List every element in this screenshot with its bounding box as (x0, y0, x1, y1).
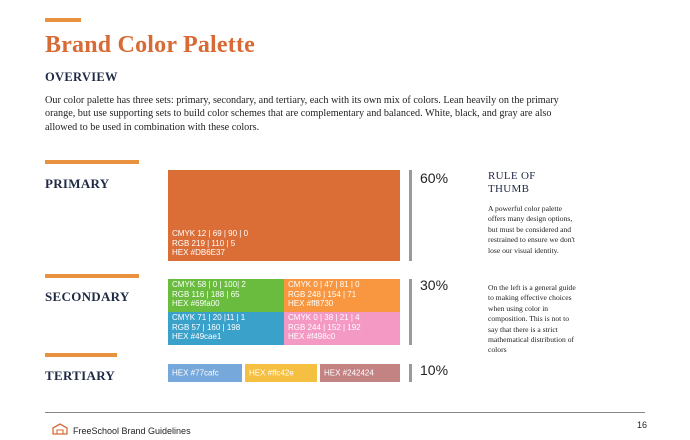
secondary-green-cmyk: CMYK 58 | 0 | 100| 2 (172, 280, 246, 290)
secondary-green-codes (172, 280, 246, 309)
title-accent-rule (45, 18, 81, 22)
rule-of-thumb-paragraph-1: A powerful color palette offers many design options, but must be considered and restrained to ensure we don't lose our visual identity. (488, 204, 575, 255)
secondary-pink-rgb: RGB 244 | 152 | 192 (288, 322, 361, 332)
secondary-weight-bar (409, 279, 412, 345)
primary-weight-bar (409, 170, 412, 261)
primary-orange-swatch (168, 170, 400, 261)
freeschool-logo-icon (52, 422, 68, 434)
tertiary-weight-bar (409, 364, 412, 382)
secondary-green-hex: HEX #69fa00 (172, 299, 220, 309)
rule-of-thumb-heading (488, 170, 536, 196)
tertiary-yellow-hex: HEX #ffc42e (249, 368, 294, 378)
secondary-blue-swatch (168, 312, 284, 345)
tertiary-blue-swatch (168, 364, 242, 382)
secondary-label: SECONDARY (45, 289, 130, 304)
secondary-orange-cmyk: CMYK 0 | 47 | 81 | 0 (288, 280, 360, 290)
secondary-orange-hex: HEX #ff8730 (288, 299, 334, 309)
tertiary-blue-hex: HEX #77cafc (172, 368, 219, 378)
secondary-blue-codes (172, 313, 245, 342)
primary-cmyk: CMYK 12 | 69 | 90 | 0 (172, 229, 249, 239)
secondary-percent: 30% (420, 277, 449, 293)
secondary-pink-codes (288, 313, 361, 342)
tertiary-accent-rule (45, 353, 117, 357)
primary-hex: HEX #DB6E37 (172, 248, 225, 258)
rule-of-thumb-paragraph-2: On the left is a general guide to making effective choices when using color in composition. This is not to say that there is a strict mathematical distribution of colors (488, 283, 576, 355)
primary-rgb: RGB 219 | 110 | 5 (172, 238, 236, 248)
secondary-accent-rule (45, 274, 139, 278)
primary-label: PRIMARY (45, 176, 110, 191)
secondary-blue-hex: HEX #49cae1 (172, 332, 222, 342)
primary-accent-rule (45, 160, 139, 164)
tertiary-mauve-swatch (320, 364, 400, 382)
primary-swatch-codes (172, 229, 248, 258)
footer-brand-text: FreeSchool Brand Guidelines (73, 426, 191, 436)
rule-of-thumb-heading-line2: THUMB (488, 183, 530, 195)
primary-percent: 60% (420, 170, 449, 186)
secondary-pink-hex: HEX #f498c0 (288, 332, 336, 342)
overview-heading: OVERVIEW (45, 70, 118, 84)
secondary-pink-swatch (284, 312, 400, 345)
secondary-pink-cmyk: CMYK 0 | 38 | 21 | 4 (288, 313, 360, 323)
intro-paragraph: Our color palette has three sets: primary, secondary, and tertiary, each with its own mix of colors. Lean heavily on the primary orange, but use supporting sets to build color schemes that are complementary and balanced. White, black, and gray are also allowed to be used in combination with these colors. (45, 95, 559, 133)
footer-divider (45, 412, 645, 413)
tertiary-label: TERTIARY (45, 368, 116, 383)
secondary-green-swatch (168, 279, 284, 312)
secondary-orange-codes (288, 280, 360, 309)
tertiary-yellow-swatch (245, 364, 317, 382)
rule-of-thumb-heading-line1: RULE OF (488, 170, 536, 182)
page-title: Brand Color Palette (45, 32, 255, 58)
tertiary-mauve-hex: HEX #242424 (324, 368, 374, 378)
tertiary-percent: 10% (420, 362, 449, 378)
page-number: 16 (637, 420, 648, 430)
secondary-green-rgb: RGB 116 | 188 | 65 (172, 289, 240, 299)
secondary-blue-rgb: RGB 57 | 160 | 198 (172, 322, 241, 332)
secondary-orange-swatch (284, 279, 400, 312)
secondary-orange-rgb: RGB 248 | 154 | 71 (288, 289, 357, 299)
secondary-blue-cmyk: CMYK 71 | 20 |11 | 1 (172, 313, 246, 323)
